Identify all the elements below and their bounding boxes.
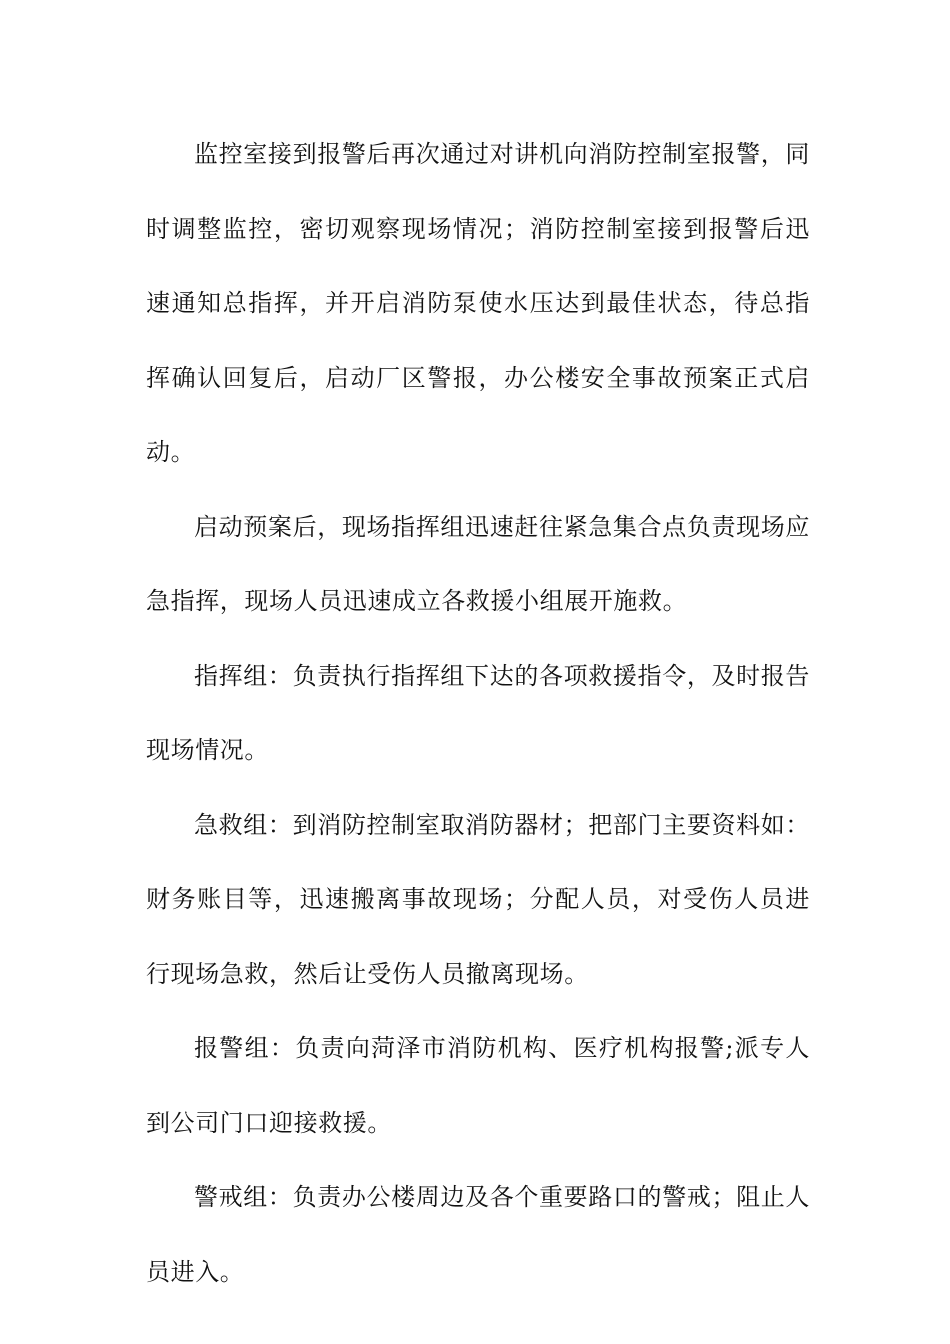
paragraph-alarm-procedure: 监控室接到报警后再次通过对讲机向消防控制室报警，同时调整监控，密切观察现场情况；消防控制室接到报警后迅速通知总指挥，并开启消防泵使水压达到最佳状态，待总指挥确认回复后，启动厂区警报，办公楼安全事故预案正式启动。 [146,140,810,466]
paragraph-alarm-group: 报警组：负责向菏泽市消防机构、医疗机构报警;派专人到公司门口迎接救援。 [146,1034,810,1137]
paragraph-first-aid-group: 急救组：到消防控制室取消防器材；把部门主要资料如：财务账目等，迅速搬离事故现场；分配人员，对受伤人员进行现场急救，然后让受伤人员撤离现场。 [146,810,810,988]
paragraph-guard-group: 警戒组：负责办公楼周边及各个重要路口的警戒；阻止人员进入。 [146,1183,810,1286]
paragraph-command-group: 指挥组：负责执行指挥组下达的各项救援指令，及时报告现场情况。 [146,661,810,764]
paragraph-plan-activation: 启动预案后，现场指挥组迅速赶往紧急集合点负责现场应急指挥，现场人员迅速成立各救援小组展开施救。 [146,512,810,615]
document-body [146,117,810,1309]
